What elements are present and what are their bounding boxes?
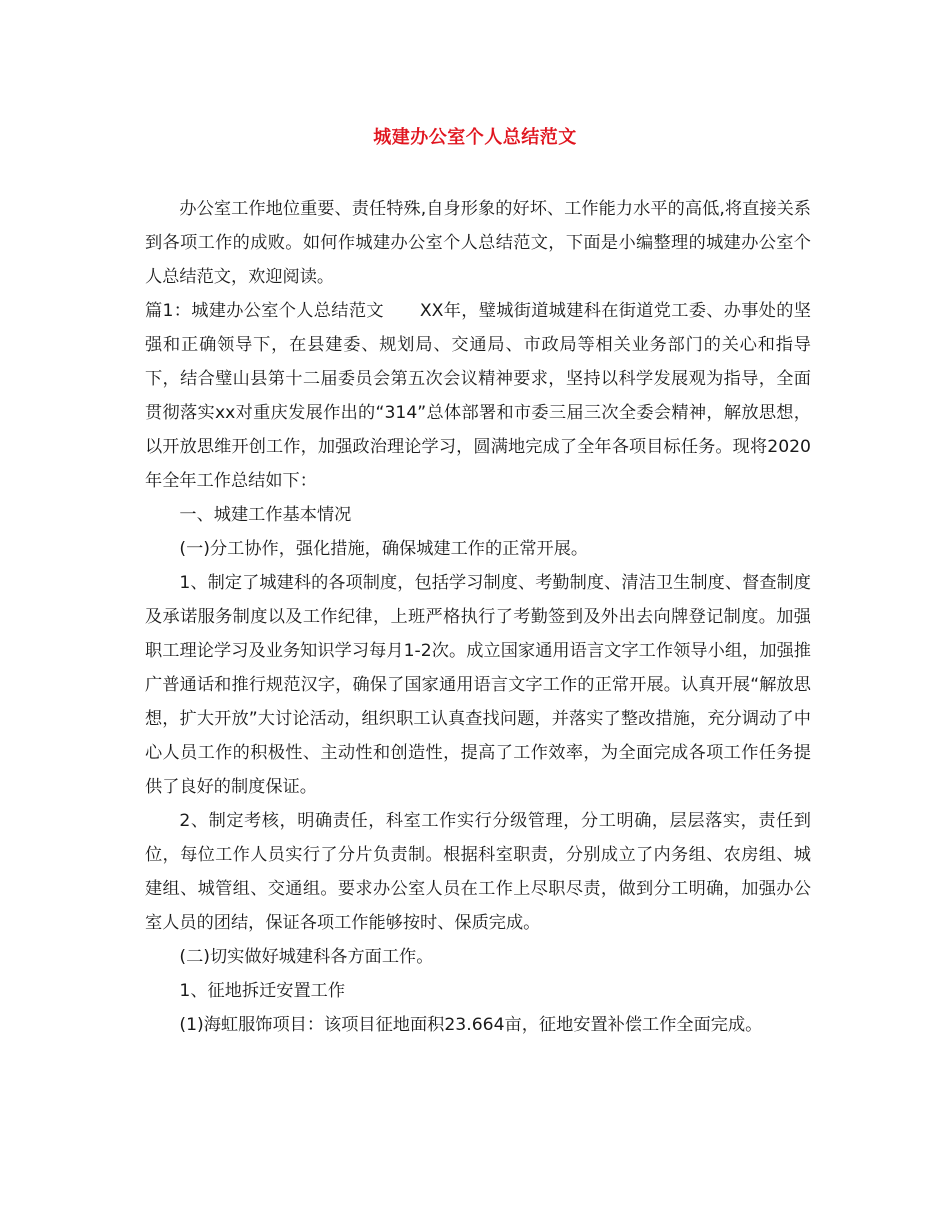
article-lead: XX年，璧城街道城建科在街道党工委、办事处的坚强和正确领导下，在县建委、规划局、交通局、市政局等相关业务部门的关心和指导下，结合璧山县第十二届委员会第五次会议精神要求，坚持以科学发展观为指导，全面贯彻落实xx对重庆发展作出的“314”总体部署和市委三届三次全委会精神，解放思想，以开放思维开创工作，加强政治理论学习，圆满地完成了全年各项目标任务。现将2020年全年工作总结如下： <box>145 301 811 491</box>
document-title: 城建办公室个人总结范文 <box>373 127 577 148</box>
list-item: 1、征地拆迁安置工作 <box>179 981 346 1001</box>
list-item: 1、制定了城建科的各项制度，包括学习制度、考勤制度、清洁卫生制度、督查制度及承诺服务制度以及工作纪律，上班严格执行了考勤签到及外出去向牌登记制度。加强职工理论学习及业务知识学习每月1-2次。成立国家通用语言文字工作领导小组，加强推广普通话和推行规范汉字，确保了国家通用语言文字工作的正常开展。认真开展“解放思想，扩大开放”大讨论活动，组织职工认真查找问题，并落实了整改措施，充分调动了中心人员工作的积极性、主动性和创造性，提高了工作效率，为全面完成各项工作任务提供了良好的制度保证。 <box>145 573 811 797</box>
intro-paragraph: 办公室工作地位重要、责任特殊,自身形象的好坏、工作能力水平的高低,将直接关系到各项工作的成败。如何作城建办公室个人总结范文，下面是小编整理的城建办公室个人总结范文，欢迎阅读。 <box>145 199 811 287</box>
document-body <box>145 192 811 1042</box>
article-label: 篇1：城建办公室个人总结范文 <box>145 301 384 321</box>
section-heading: 一、城建工作基本情况 <box>179 505 352 525</box>
list-item: (1)海虹服饰项目：该项目征地面积23.664亩，征地安置补偿工作全面完成。 <box>179 1015 763 1035</box>
list-item: 2、制定考核，明确责任，科室工作实行分级管理，分工明确，层层落实，责任到位，每位工作人员实行了分片负责制。根据科室职责，分别成立了内务组、农房组、城建组、城管组、交通组。要求办公室人员在工作上尽职尽责，做到分工明确，加强办公室人员的团结，保证各项工作能够按时、保质完成。 <box>145 811 811 933</box>
subsection-heading: (二)切实做好城建科各方面工作。 <box>179 947 434 967</box>
subsection-heading: (一)分工协作，强化措施，确保城建工作的正常开展。 <box>179 539 589 559</box>
article-paragraph <box>145 294 811 498</box>
